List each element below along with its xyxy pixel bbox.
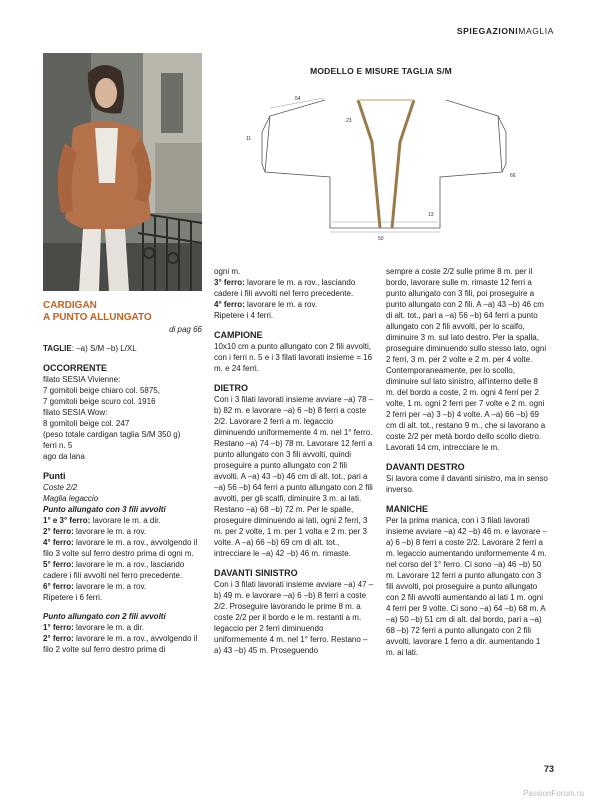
row-label: 1° ferro: <box>43 623 74 632</box>
davanti-destro-heading: DAVANTI DESTRO <box>386 462 465 472</box>
occorrente-line: filato SESIA Vivienne: <box>43 375 121 384</box>
model-photo <box>43 53 202 291</box>
row-label: 3° ferro: <box>214 278 245 287</box>
row-text: lavorare le m. a dir. <box>73 623 145 632</box>
punto3-row <box>43 515 202 526</box>
model-photo-illustration <box>43 53 202 291</box>
davanti-sinistro-text: Con i 3 filati lavorati insieme avviare –a) 47 –b) 49 m. e lavorare –a) 6 –b) 8 ferri a coste 2/2. Proseguire lavorando le prime 8 m. a coste 2/2 per il bordo e le m. restanti a m. legaccio per 2 ferri diminuendo uniformemente 4 m. nel 1° ferro. Restano –a) 43 –b) 45 m. Proseguendo <box>214 580 374 655</box>
column-1 <box>43 300 202 655</box>
punto3-row <box>43 537 202 559</box>
row-label: 1° e 3° ferro: <box>43 516 91 525</box>
row-label: 2° ferro: <box>43 634 74 643</box>
legaccio-label: Maglia legaccio <box>43 494 99 503</box>
occorrente-line: 7 gomitoli beige scuro col. 1916 <box>43 397 156 406</box>
occorrente-line: filato SESIA Wow: <box>43 408 108 417</box>
section-label-bold: SPIEGAZIONI <box>456 26 519 36</box>
taglie-value: : –a) S/M –b) L/XL <box>71 344 137 353</box>
page-number: 73 <box>543 764 554 774</box>
measure-width: 50 <box>378 236 384 242</box>
row-text: lavorare le m. a rov., avvolgendo il filo 3 volte sul ferro destro prima di ogni m. <box>43 538 198 558</box>
dietro-heading: DIETRO <box>214 383 249 393</box>
row-text: lavorare le m. a dir. <box>90 516 161 525</box>
measure-armhole: 23 <box>346 118 352 124</box>
punto3-heading: Punto allungato con 3 fili avvolti <box>43 505 166 514</box>
occorrente-line: ago da lana <box>43 452 85 461</box>
schema-drawing <box>210 52 552 252</box>
row-label: 4° ferro: <box>43 538 74 547</box>
row-text: lavorare le m. a rov., lasciando cadere i fili avvolti nel ferro precedente. <box>43 560 185 580</box>
maniche-heading: MANICHE <box>386 504 428 514</box>
page-header <box>0 0 590 42</box>
measure-cuff: 11 <box>246 136 252 142</box>
column-2 <box>214 266 374 656</box>
punto2-row <box>43 622 202 633</box>
measure-sleeve-top: 54 <box>295 96 301 102</box>
row-label: 5° ferro: <box>43 560 74 569</box>
davanti-sinistro-heading: DAVANTI SINISTRO <box>214 568 298 578</box>
punto2-repeat: Ripetere i 4 ferri. <box>214 311 274 320</box>
page-reference: di pag 66 <box>169 325 202 334</box>
campione-heading: CAMPIONE <box>214 330 263 340</box>
maniche-text: Per la prima manica, con i 3 filati lavorati insieme avviare –a) 42 –b) 46 m. e lavorare –a) 6 –b) 8 ferri a coste 2/2. Lavorare 2 ferri a m. legaccio aumentando uniformemente 4 m. nel corso del 1° ferro. Ci sono –a) 46 –b) 50 m. Lavorare 12 ferri a punto allungato con 3 fili avvolti, poi proseguire a punto allungato con 2 fili avvolti aumentando ai lati 1 m. ogni 4 ferri per 9 volte. Ci sono –a) 64 –b) 68 m. A –a) 50 –b) 51 cm di alt. dal bordo, pari a –a) 68 –b) 72 ferri a punto allungato con 2 fili avvolti, lavorare 1 ferro a dir. aumentando 1 m. ai lati. <box>386 516 547 657</box>
row-label: 2° ferro: <box>43 527 74 536</box>
measure-length: 66 <box>510 173 516 179</box>
watermark: PassionForum.ru <box>523 789 584 798</box>
punto3-repeat: Ripetere i 6 ferri. <box>43 593 103 602</box>
column-3 <box>386 266 548 658</box>
section-label-light: MAGLIA <box>518 26 554 36</box>
taglie-label: TAGLIE <box>43 344 72 353</box>
occorrente-line: (peso totale cardigan taglia S/M 350 g) <box>43 430 181 439</box>
article-title-line1: CARDIGAN <box>43 300 97 311</box>
measure-hem: 13 <box>428 212 434 218</box>
taglie-line <box>43 343 202 354</box>
article-title-line2: A PUNTO ALLUNGATO <box>43 312 152 323</box>
continuation-text: ogni m. <box>214 267 241 276</box>
coste-label: Coste 2/2 <box>43 483 78 492</box>
dietro-text: Con i 3 filati lavorati insieme avviare –a) 78 –b) 82 m. e lavorare –a) 6 –b) 8 ferri a coste 2/2. Lavorare 2 ferri a m. legaccio diminuendo uniformemente 4 m. nel 1° ferro. Restano –a) 74 –b) 78 m. Lavorare 12 ferri a punto allungato con 3 fili avvolti, quindi proseguire a punto allungato con 2 fili avvolti. A –a) 43 –b) 46 cm di alt. tot., pari a –a) 56 –b) 64 ferri a punto allungato con 2 fili avvolti, per gli scalfi, diminuire 3 m. ai lati. Restano –a) 68 –b) 72 m. Per le spalle, proseguire diminuendo ai lati, ogni 2 ferri, 3 m. per 2 volte, 1 m. per 1 volta e 2 m. per 3 volte. A –a) 66 –b) 69 cm di alt. tot., intrecciare le –a) 42 –b) 46 m. rimaste. <box>214 395 374 558</box>
row-text: lavorare le m. a rov. <box>73 582 147 591</box>
row-label: 4° ferro: <box>214 300 245 309</box>
schema-title: MODELLO E MISURE TAGLIA S/M <box>310 66 452 76</box>
row-label: 6° ferro: <box>43 582 74 591</box>
punto3-row <box>43 581 202 592</box>
punto3-row <box>43 526 202 537</box>
davanti-sinistro-continued: sempre a coste 2/2 sulle prime 8 m. per il bordo, lavorare sulle m. rimaste 12 ferri a punto allungato con 3 fili, poi proseguire a punto allungato con 2 fili. A –a) 43 –b) 46 cm di alt. tot., pari a –a) 56 –b) 64 ferri a punto allungato con 2 fili avvolti, per lo scalfo, diminuire 3 m. sul lato destro. Per la spalla, proseguire diminuendo sullo stesso lato, ogni 2 ferri, 3 m. per 2 volte e 2 m. per 4 volte. Contemporaneamente, per lo scollo, diminuire sul lato sinistro, all'interno delle 8 m. del bordo a coste, 2 m. ogni 4 ferri per 2 volte, 1 m. ogni 2 ferri per 7 volte e 2 m. ogni 2 ferri per –a) 3 –b) 4 volte. A –a) 66 –b) 69 cm di alt. tot., restano 9 m., che si lavorano a coste 2/2 per metà bordo dello scollo dietro. Lavorati 14 cm, intrecciare le m. <box>386 267 547 452</box>
row-text: lavorare le m. a rov., lasciando cadere i fili avvolti nel ferro precedente. <box>214 278 356 298</box>
size-schema <box>210 52 552 262</box>
punto2-row <box>214 299 374 310</box>
punti-heading: Punti <box>43 471 66 481</box>
punto2-row <box>43 633 202 655</box>
occorrente-heading: OCCORRENTE <box>43 363 108 373</box>
occorrente-line: 7 gomitoli beige chiaro col. 5875, <box>43 386 160 395</box>
row-text: lavorare le m. a rov. <box>73 527 147 536</box>
occorrente-line: 8 gomitoli beige col. 247 <box>43 419 130 428</box>
campione-text: 10x10 cm a punto allungato con 2 fili avvolti, con i ferri n. 5 e i 3 filati lavorati insieme = 16 m. e 24 ferri. <box>214 342 373 373</box>
row-text: lavorare le m. a rov., avvolgendo il filo 2 volte sul ferro destro prima di <box>43 634 198 654</box>
punto2-row <box>214 277 374 299</box>
punto3-row <box>43 559 202 581</box>
occorrente-line: ferri n. 5 <box>43 441 73 450</box>
section-label <box>457 26 554 36</box>
row-text: lavorare le m. a rov. <box>244 300 318 309</box>
davanti-destro-text: Si lavora come il davanti sinistro, ma in senso inverso. <box>386 474 548 494</box>
punto2-heading: Punto allungato con 2 fili avvolti <box>43 612 166 621</box>
